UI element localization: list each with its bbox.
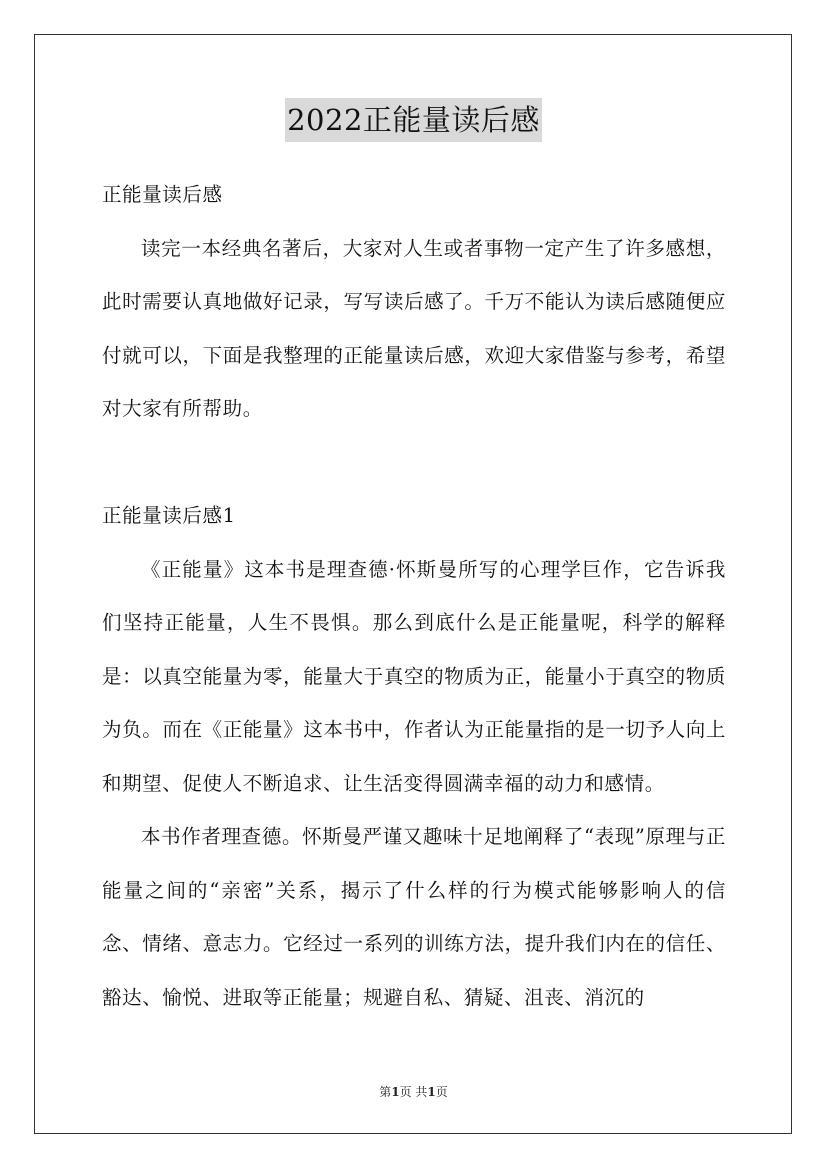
spacer [102, 436, 726, 490]
intro-paragraph: 读完一本经典名著后，大家对人生或者事物一定产生了许多感想，此时需要认真地做好记录，写写读后感了。千万不能认为读后感随便应付就可以，下面是我整理的正能量读后感，欢迎大家借鉴与参考，希望对大家有所帮助。 [102, 236, 726, 420]
page-total: 1 [427, 1085, 436, 1099]
document-body [102, 168, 726, 1024]
page-current: 1 [391, 1085, 400, 1099]
section-heading: 正能量读后感1 [102, 504, 236, 527]
footer-suffix: 页 [435, 1085, 448, 1099]
heading: 正能量读后感 [102, 183, 223, 206]
footer-mid: 页 共 [399, 1085, 428, 1099]
title-container [0, 98, 827, 142]
document-title: 2022正能量读后感 [285, 98, 542, 142]
footer-prefix: 第 [379, 1085, 392, 1099]
body-paragraph: 本书作者理查德。怀斯曼严谨又趣味十足地阐释了“表现”原理与正能量之间的“亲密”关系，揭示了什么样的行为模式能够影响人的信念、情绪、意志力。它经过一系列的训练方法，提升我们内在的信任、豁达、愉悦、进取等正能量；规避自私、猜疑、沮丧、消沉的 [102, 825, 726, 1009]
page-footer [0, 1083, 827, 1100]
body-paragraph: 《正能量》这本书是理查德·怀斯曼所写的心理学巨作，它告诉我们坚持正能量，人生不畏惧。那么到底什么是正能量呢，科学的解释是：以真空能量为零，能量大于真空的物质为正，能量小于真空的物质为负。而在《正能量》这本书中，作者认为正能量指的是一切予人向上和期望、促使人不断追求、让生活变得圆满幸福的动力和感情。 [102, 557, 726, 795]
